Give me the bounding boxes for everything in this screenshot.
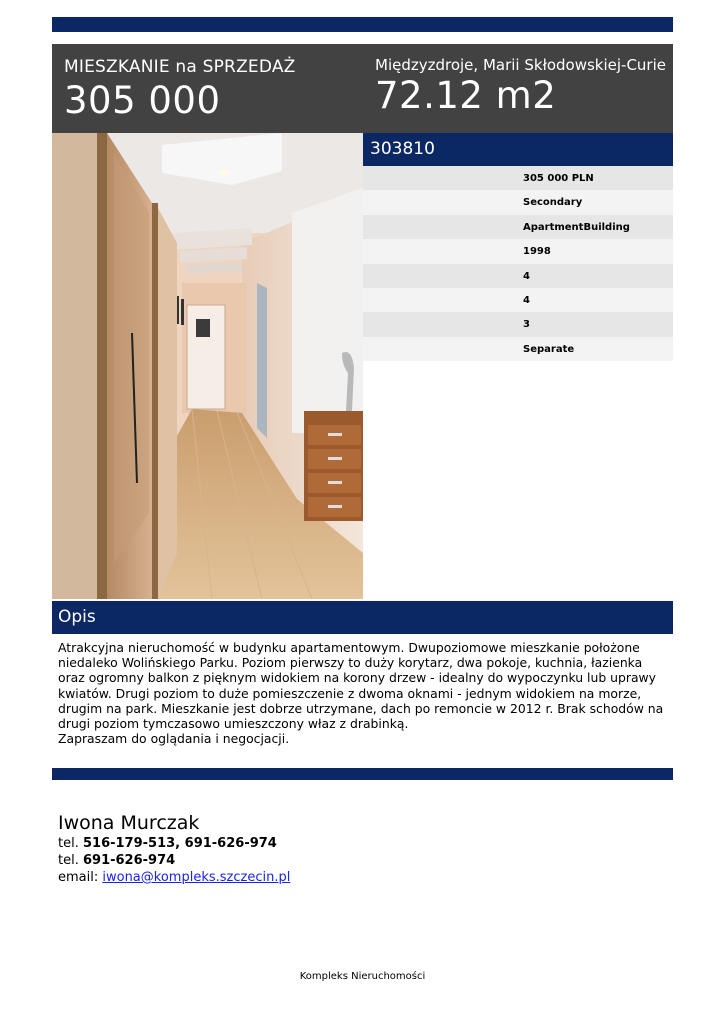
detail-value: 1998	[523, 246, 551, 258]
section-divider-bar	[52, 768, 673, 780]
details-row	[363, 166, 673, 190]
details-row	[363, 190, 673, 214]
details-row	[363, 337, 673, 361]
description-body	[58, 640, 670, 746]
agent-name: Iwona Murczak	[58, 812, 200, 834]
listing-id-bar	[363, 133, 673, 166]
details-row	[363, 288, 673, 312]
agent-phones: 516-179-513, 691-626-974	[82, 836, 277, 851]
detail-value: ApartmentBuilding	[523, 221, 630, 233]
footer-company: Kompleks Nieruchomości	[299, 971, 426, 982]
details-row	[363, 264, 673, 288]
detail-value: 3	[523, 319, 530, 331]
details-row	[363, 215, 673, 239]
detail-value: Secondary	[523, 197, 583, 209]
detail-value: 305 000 PLN	[523, 173, 594, 184]
agent-email-line	[58, 869, 290, 886]
agent-contact	[58, 812, 290, 886]
listing-price: 305 000	[64, 79, 221, 122]
agent-phone: 691-626-974	[82, 853, 176, 868]
agent-phone-line	[58, 852, 290, 869]
listing-type: MIESZKANIE na SPRZEDAŻ	[64, 57, 296, 77]
detail-value: Separate	[523, 343, 575, 355]
description-title: Opis	[58, 607, 96, 627]
listing-header	[52, 44, 673, 133]
listing-location: Międzyzdroje, Marii Skłodowskiej-Curie	[375, 56, 666, 74]
description-header	[52, 601, 673, 634]
email-label: email:	[58, 870, 103, 885]
property-photo	[52, 133, 363, 599]
tel-label: tel.	[58, 853, 83, 868]
description-text: Atrakcyjna nieruchomość w budynku apartamentowym. Dwupoziomowe mieszkanie położone niedaleko Wolińskiego Parku. Poziom pierwszy to duży korytarz, dwa pokoje, kuchnia, łazienka oraz ogromny balkon z pięknym widokiem na korony drzew - idealny do wypoczynku lub uprawy kwiatów. Drugi poziom to duże pomieszczenie z dwoma oknami - jednym widokiem na morze, drugim na park. Mieszkanie jest dobrze utrzymane, dach po remoncie w 2012 r. Brak schodów na drugi poziom tymczasowo umieszczony właz z drabinką.	[58, 640, 664, 732]
agent-phone-line	[58, 835, 290, 852]
agent-email-link[interactable]: iwona@kompleks.szczecin.pl	[102, 870, 291, 885]
tel-label: tel.	[58, 836, 83, 851]
detail-value: 4	[523, 270, 530, 282]
details-row	[363, 312, 673, 336]
listing-id: 303810	[370, 139, 435, 159]
listing-area: 72.12 m2	[375, 74, 557, 117]
top-accent-bar	[52, 17, 673, 32]
details-table	[363, 166, 673, 361]
detail-value: 4	[523, 294, 530, 306]
details-row	[363, 239, 673, 263]
description-closing: Zapraszam do oglądania i negocjacji.	[58, 731, 290, 747]
